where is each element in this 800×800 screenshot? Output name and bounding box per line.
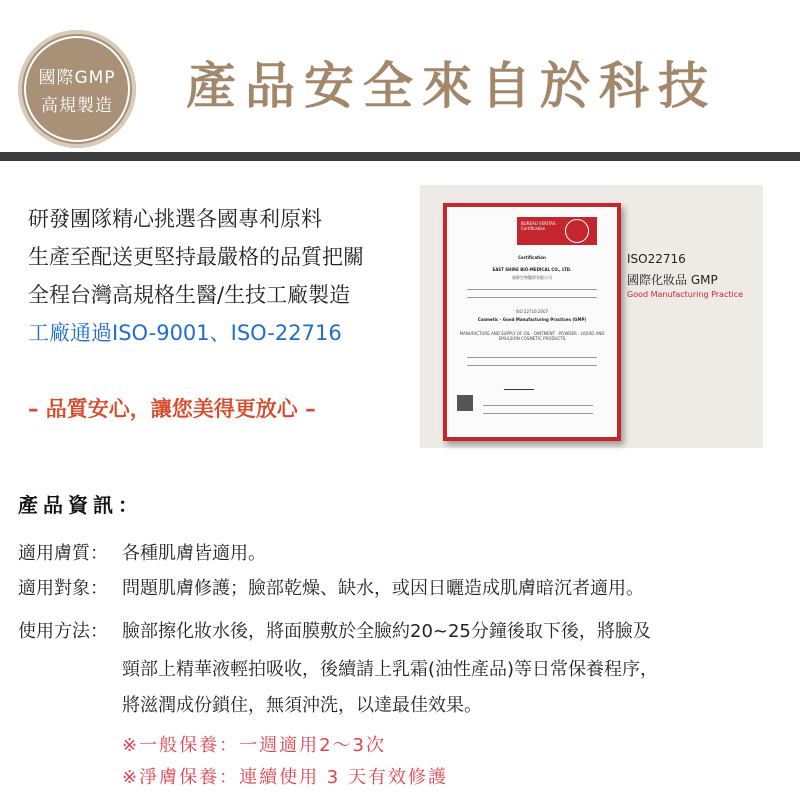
cert-company-zh: 東群生物醫學有限公司 bbox=[512, 275, 552, 280]
bureau-veritas-logo-icon bbox=[565, 219, 589, 243]
cert-company-en: EAST SHIRE BIO-MEDICAL CO., LTD. bbox=[492, 267, 572, 272]
cert-rule bbox=[467, 357, 597, 358]
info-label: 適用膚質： bbox=[18, 543, 108, 564]
cert-label-en: Good Manufacturing Practice bbox=[627, 290, 744, 299]
cert-standard: ISO 22716:2007 bbox=[515, 309, 549, 314]
cert-doc-title: Certification bbox=[518, 255, 546, 260]
slogan: – 品質安心，讓您美得更放心 – bbox=[28, 397, 316, 421]
cert-standard-desc: Cosmetic - Good Manufacturing Practices (GMP) bbox=[477, 317, 587, 322]
intro-line-3: 全程台灣高規格生醫/生技工廠製造 bbox=[28, 283, 351, 307]
page-title: 產品安全來自於科技 bbox=[186, 57, 717, 115]
cert-rule bbox=[483, 413, 593, 414]
intro-line-2: 生產至配送更堅持最嚴格的品質把關 bbox=[28, 245, 364, 269]
cert-label-iso: ISO22716 bbox=[627, 252, 686, 266]
info-row-usage bbox=[18, 617, 651, 643]
note-deep-care: ※淨膚保養：連續使用 3 天有效修護 bbox=[122, 767, 448, 788]
info-label: 使用方法： bbox=[18, 621, 108, 642]
intro-line-4: 工廠通過ISO-9001、ISO-22716 bbox=[28, 321, 342, 345]
badge-line-2: 高規製造 bbox=[41, 96, 113, 116]
cert-issuer: BUREAU VERITAS Certification bbox=[521, 221, 556, 231]
intro-section bbox=[0, 161, 800, 469]
product-info-section bbox=[0, 469, 800, 800]
header-divider bbox=[0, 152, 800, 161]
gmp-badge bbox=[18, 30, 136, 148]
signature bbox=[504, 383, 537, 390]
badge-line-1: 國際GMP bbox=[38, 68, 116, 88]
cert-scope: MANUFACTURE AND SUPPLY OF OIL · OINTMENT · POWDER · LIQUID AND EMULSION COSMETIC PRODUCTS bbox=[459, 331, 605, 341]
cert-rule bbox=[483, 405, 593, 406]
badge-ring bbox=[24, 36, 130, 142]
info-row-skin-type bbox=[18, 539, 266, 565]
cert-rule bbox=[467, 297, 597, 298]
header bbox=[0, 0, 800, 160]
note-general-care: ※一般保養：一週適用2～3次 bbox=[122, 735, 386, 756]
info-label: 適用對象： bbox=[18, 578, 108, 599]
info-text: 各種肌膚皆適用。 bbox=[122, 543, 266, 564]
info-text: 問題肌膚修護；臉部乾燥、缺水，或因日曬造成肌膚暗沉者適用。 bbox=[122, 578, 644, 599]
intro-line-1: 研發團隊精心挑選各國專利原料 bbox=[28, 207, 322, 231]
cert-rule bbox=[467, 289, 597, 290]
info-row-target bbox=[18, 574, 644, 600]
certificate-document bbox=[443, 203, 621, 441]
info-heading: 產品資訊： bbox=[18, 493, 143, 517]
cert-rule bbox=[467, 365, 597, 366]
usage-continuation-2: 將滋潤成份鎖住，無須沖洗，以達最佳效果。 bbox=[122, 695, 482, 716]
cert-label-zh: 國際化妝品 GMP bbox=[627, 273, 718, 287]
qr-code-icon bbox=[457, 395, 473, 411]
info-text: 臉部擦化妝水後，將面膜敷於全臉約20~25分鐘後取下後，將臉及 bbox=[122, 621, 651, 642]
usage-continuation-1: 頸部上精華液輕拍吸收，後續請上乳霜(油性產品)等日常保養程序， bbox=[122, 659, 659, 680]
certificate-panel bbox=[420, 185, 763, 448]
